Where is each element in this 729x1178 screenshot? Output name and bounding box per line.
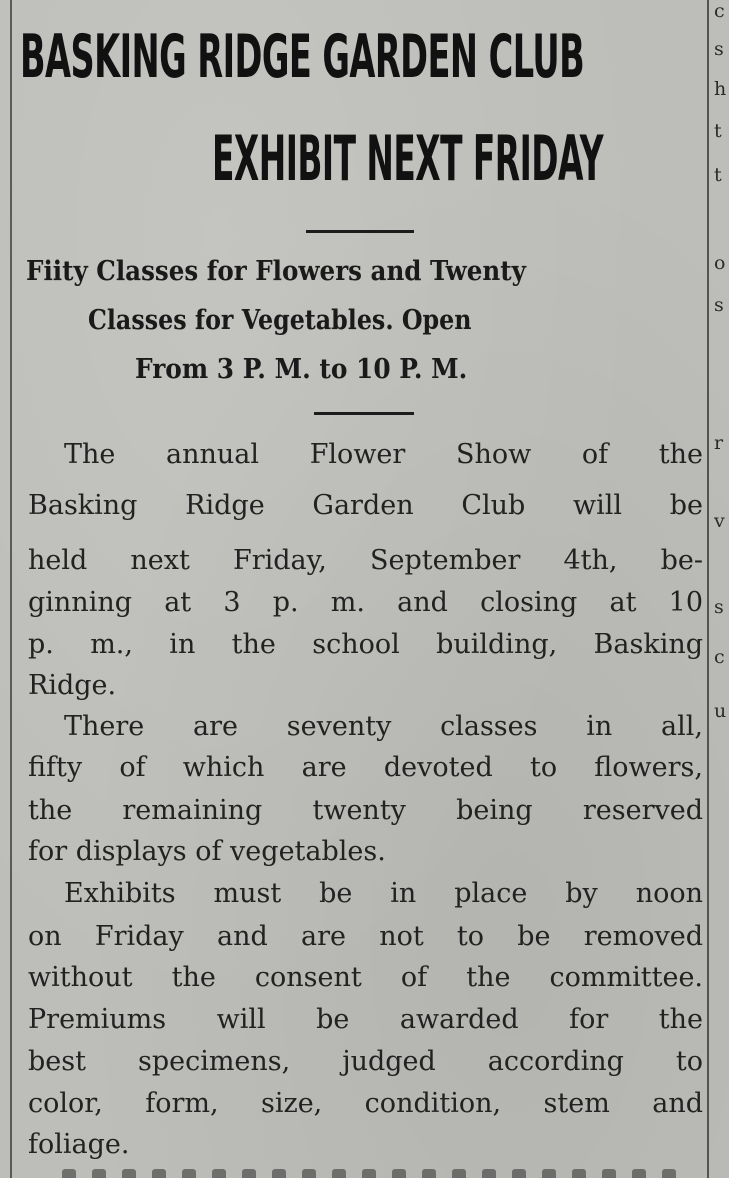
headline-divider [306,230,414,233]
body-line: for displays of vegetables. [28,836,386,867]
body-line: color, form, size, condition, stem and [28,1088,703,1119]
edge-fragment: s [714,294,724,316]
headline-line-2: EXHIBIT NEXT FRIDAY [212,122,604,195]
body-line: Ridge. [28,670,117,701]
edge-fragment: c [714,0,725,22]
body-line: without the consent of the committee. [28,962,703,993]
edge-fragment: s [714,596,724,618]
headline-line-1: BASKING RIDGE GARDEN CLUB [20,22,585,92]
edge-fragment: h [714,78,727,100]
edge-fragment: c [714,646,725,668]
adjacent-column-fragments [712,0,729,1178]
edge-fragment: v [714,510,725,532]
subheadline-line-1: Fiity Classes for Flowers and Twenty [26,256,526,287]
body-line: Premiums will be awarded for the [28,1004,703,1035]
subheadline-line-3: From 3 P. M. to 10 P. M. [135,354,468,385]
body-line: held next Friday, September 4th, be- [28,545,703,576]
body-line: There are seventy classes in all, [64,711,703,742]
body-line: Basking Ridge Garden Club will be [28,490,703,521]
body-line: best specimens, judged according to [28,1046,703,1077]
edge-fragment: r [714,432,724,454]
body-line: p. m., in the school building, Basking [28,629,703,660]
edge-fragment: t [714,164,722,186]
body-line: Exhibits must be in place by noon [64,878,703,909]
body-line: the remaining twenty being reserved [28,795,703,826]
edge-fragment: u [714,700,727,722]
body-line: ginning at 3 p. m. and closing at 10 [28,587,703,618]
subheadline-line-2: Classes for Vegetables. Open [88,305,472,336]
edge-fragment: o [714,252,726,274]
subheadline-divider [314,412,414,415]
body-line: on Friday and are not to be removed [28,921,703,952]
body-line: The annual Flower Show of the [64,439,703,470]
edge-fragment: s [714,38,724,60]
cut-off-text-line [62,1166,702,1178]
body-line: fifty of which are devoted to flowers, [28,752,703,783]
left-column-rule [10,0,12,1178]
body-line: foliage. [28,1129,130,1160]
edge-fragment: t [714,120,722,142]
right-column-rule [707,0,709,1178]
